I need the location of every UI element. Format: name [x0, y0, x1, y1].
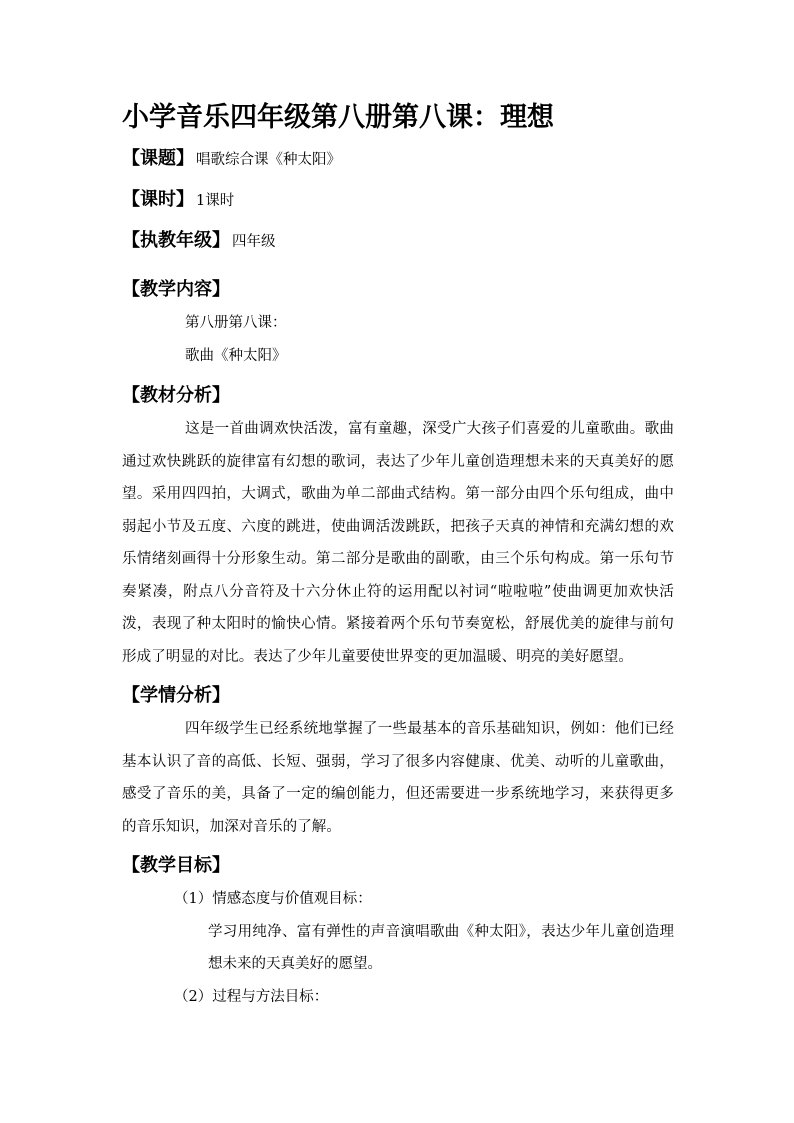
grade-value: 四年级 — [232, 234, 276, 250]
objective-2-heading: （2）过程与方法目标： — [174, 988, 329, 1005]
objective-1-heading: （1）情感态度与价值观目标： — [174, 891, 372, 907]
topic-row — [122, 144, 674, 185]
grade-row — [122, 226, 674, 267]
objective-1-body: 学习用纯净、富有弹性的声音演唱歌曲《种太阳》，表达少年儿童创造理想未来的天真美好的愿望。 — [208, 923, 674, 972]
topic-value: 唱歌综合课《种太阳》 — [196, 152, 341, 168]
learner-analysis-heading: 【学情分析】 — [122, 685, 230, 706]
period-row — [122, 185, 674, 226]
content-line-2: 歌曲《种太阳》 — [185, 348, 287, 364]
document-title: 小学音乐四年级第八册第八课：理想 — [122, 102, 554, 133]
content-heading: 【教学内容】 — [122, 279, 230, 300]
topic-label: 【课题】 — [122, 148, 194, 169]
material-analysis-heading: 【教材分析】 — [122, 385, 230, 406]
material-analysis-paragraph: 这是一首曲调欢快活泼，富有童趣，深受广大孩子们喜爱的儿童歌曲。歌曲通过欢快跳跃的旋律富有幻想的歌词，表达了少年儿童创造理想未来的天真美好的愿望。采用四四拍，大调式，歌曲为单二部曲式结构。第一部分由四个乐句组成，曲中弱起小节及五度、六度的跳进，使曲调活泼跳跃，把孩子天真的神情和充满幻想的欢乐情绪刻画得十分形象生动。第二部分是歌曲的副歌，由三个乐句构成。第一乐句节奏紧凑，附点八分音符及十六分休止符的运用配以衬词“啦啦啦”使曲调更加欢快活泼，表现了种太阳时的愉快心情。紧接着两个乐句节奏宽松，舒展优美的旋律与前句形成了明显的对比。表达了少年儿童要使世界变的更加温暖、明亮的美好愿望。 — [122, 421, 674, 665]
learner-analysis-paragraph: 四年级学生已经系统地掌握了一些最基本的音乐基础知识，例如：他们已经基本认识了音的高低、长短、强弱，学习了很多内容健康、优美、动听的儿童歌曲，感受了音乐的美，具备了一定的编创能力，但还需要进一步系统地学习，来获得更多的音乐知识，加深对音乐的了解。 — [122, 721, 674, 835]
grade-label: 【执教年级】 — [122, 230, 230, 251]
objectives-heading: 【教学目标】 — [122, 855, 230, 876]
period-value: 1课时 — [196, 193, 235, 209]
period-label: 【课时】 — [122, 189, 194, 210]
document-page — [122, 100, 674, 1013]
content-line-1: 第八册第八课： — [185, 315, 287, 331]
